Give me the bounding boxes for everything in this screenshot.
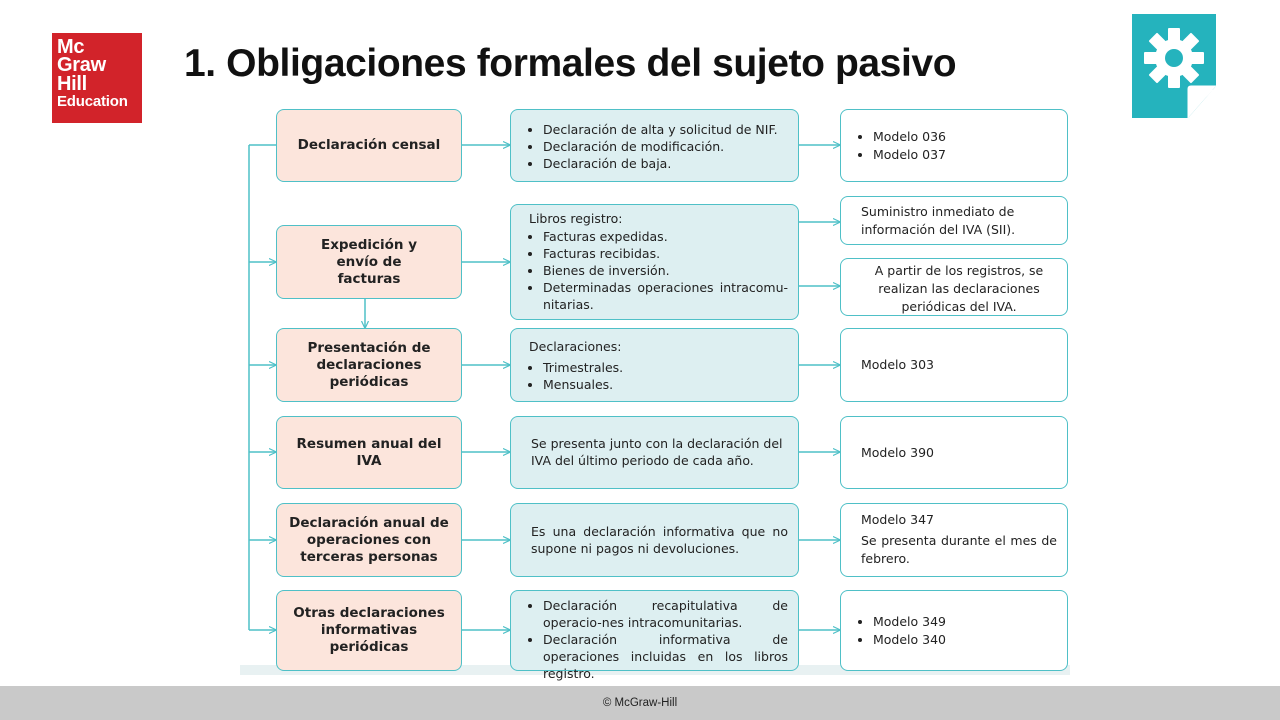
list-item: • Declaración de modificación. [543, 138, 788, 155]
list-item: • Facturas expedidas. [543, 228, 788, 245]
footer-bar [0, 686, 1280, 720]
model-text: Modelo 390 [861, 445, 935, 460]
list-item: • Declaración informativa de operaciones incluidas en los libros registro. [543, 631, 788, 682]
description-list [529, 228, 788, 313]
model-list [861, 613, 1057, 649]
copyright-text: © McGraw-Hill [602, 697, 678, 709]
category-label: Declaración anual de operaciones con terceras personas [289, 514, 449, 565]
logo-line: Graw [57, 54, 106, 77]
model-box-modelo-347 [840, 503, 1068, 577]
category-box-declaraciones-periodicas [276, 328, 462, 402]
model-box-modelo-390 [840, 416, 1068, 489]
list-item: • Bienes de inversión. [543, 262, 788, 279]
description-box-declaraciones-periodicas [510, 328, 799, 402]
category-box-operaciones-terceros [276, 503, 462, 577]
list-item: • Modelo 349 [873, 613, 1057, 631]
description-list [529, 597, 788, 682]
description-intro: Declaraciones: [529, 339, 622, 354]
category-box-otras-declaraciones [276, 590, 462, 671]
model-box-modelos-349-340 [840, 590, 1068, 671]
description-text: Es una declaración informativa que no supone ni pagos ni devoluciones. [531, 524, 788, 556]
list-item: • Trimestrales. [543, 359, 788, 376]
description-box-resumen-anual [510, 416, 799, 489]
slide-title: 1. Obligaciones formales del sujeto pasivo [184, 42, 957, 85]
list-item: • Modelo 037 [873, 146, 1057, 164]
model-box-declaracion-censal [840, 109, 1068, 182]
category-label: Expedición y envío de facturas [320, 236, 418, 287]
category-box-resumen-anual [276, 416, 462, 489]
model-title: Modelo 347 [861, 512, 935, 527]
mcgraw-hill-logo [52, 33, 142, 123]
list-item: • Mensuales. [543, 376, 788, 393]
logo-line: Hill [57, 72, 87, 95]
category-box-expedicion-facturas [276, 225, 462, 299]
list-item: • Declaración de baja. [543, 155, 788, 172]
model-box-modelo-303 [840, 328, 1068, 402]
category-label: Otras declaraciones informativas periódicas [293, 605, 445, 655]
description-text: Se presenta junto con la declaración del IVA del último periodo de cada año. [531, 436, 783, 468]
list-item: • Determinadas operaciones intracomu-nitarias. [543, 279, 788, 313]
list-item: • Declaración de alta y solicitud de NIF. [543, 121, 788, 138]
logo-line: Mc [57, 36, 85, 58]
gear-document-icon [1131, 13, 1217, 119]
category-label: Declaración censal [297, 137, 441, 153]
model-list [861, 128, 1057, 164]
category-box-declaracion-censal [276, 109, 462, 182]
description-intro: Libros registro: [529, 211, 623, 226]
logo-line: Education [57, 93, 128, 111]
description-box-expedicion-facturas [510, 204, 799, 320]
description-box-otras-declaraciones [510, 590, 799, 681]
model-box-sii [840, 196, 1068, 245]
model-text: A partir de los registros, se realizan las declaraciones periódicas del IVA. [874, 263, 1044, 314]
list-item: • Declaración recapitulativa de operacio-nes intracomunitarias. [543, 597, 788, 631]
model-box-declaraciones-periodicas [840, 258, 1068, 316]
category-label: Resumen anual del IVA [296, 435, 442, 469]
description-box-operaciones-terceros [510, 503, 799, 577]
list-item: • Modelo 340 [873, 631, 1057, 649]
list-item: • Facturas recibidas. [543, 245, 788, 262]
category-label: Presentación de declaraciones periódicas [307, 339, 431, 390]
model-text: Modelo 303 [861, 357, 935, 372]
description-box-declaracion-censal [510, 109, 799, 182]
description-list [529, 121, 788, 172]
list-item: • Modelo 036 [873, 128, 1057, 146]
description-list [529, 359, 788, 393]
model-text: Se presenta durante el mes de febrero. [861, 533, 1057, 566]
model-text: Suministro inmediato de información del IVA (SII). [861, 204, 1016, 237]
